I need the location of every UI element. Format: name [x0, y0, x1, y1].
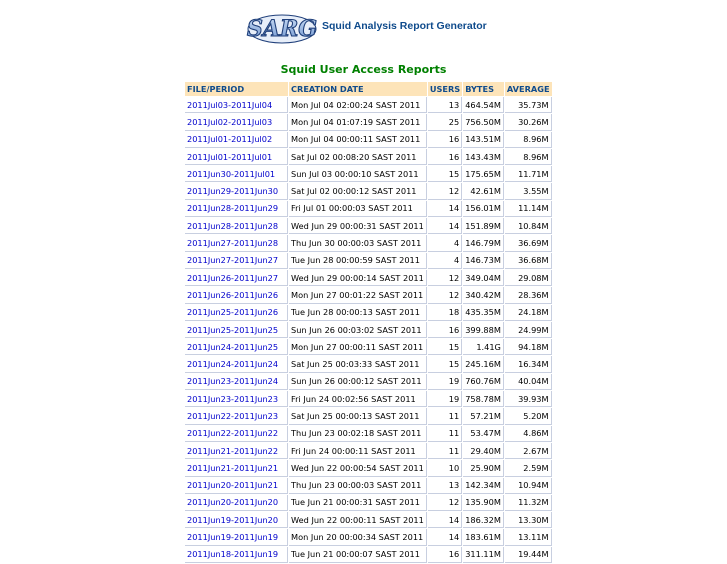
- creation-date: Fri Jul 01 00:00:03 SAST 2011: [289, 201, 427, 217]
- bytes-value: 53.47M: [463, 426, 504, 442]
- average-value: 29.08M: [505, 270, 552, 286]
- sarg-logo: [246, 10, 318, 46]
- table-row: [185, 218, 552, 234]
- users-count: 19: [428, 374, 462, 390]
- average-value: 30.26M: [505, 114, 552, 130]
- average-value: 2.67M: [505, 443, 552, 459]
- table-row: [185, 408, 552, 424]
- users-count: 12: [428, 270, 462, 286]
- bytes-value: 760.76M: [463, 374, 504, 390]
- average-value: 13.30M: [505, 512, 552, 528]
- bytes-value: 756.50M: [463, 114, 504, 130]
- creation-date: Mon Jun 20 00:00:34 SAST 2011: [289, 529, 427, 545]
- period-link[interactable]: 2011Jul01-2011Jul01: [185, 149, 288, 165]
- table-row: [185, 529, 552, 545]
- generator-title: Squid Analysis Report Generator: [322, 20, 487, 32]
- users-count: 18: [428, 305, 462, 321]
- table-row: [185, 97, 552, 113]
- table-row: [185, 114, 552, 130]
- page-header: [246, 8, 487, 48]
- creation-date: Mon Jul 04 01:07:19 SAST 2011: [289, 114, 427, 130]
- period-link[interactable]: 2011Jun26-2011Jun27: [185, 270, 288, 286]
- users-count: 12: [428, 183, 462, 199]
- users-count: 4: [428, 235, 462, 251]
- logo-text: SARG: [246, 16, 318, 42]
- average-value: 36.68M: [505, 253, 552, 269]
- users-count: 14: [428, 201, 462, 217]
- average-value: 39.93M: [505, 391, 552, 407]
- average-value: 8.96M: [505, 149, 552, 165]
- average-value: 8.96M: [505, 132, 552, 148]
- bytes-value: 175.65M: [463, 166, 504, 182]
- creation-date: Thu Jun 23 00:00:03 SAST 2011: [289, 478, 427, 494]
- table-row: [185, 183, 552, 199]
- users-count: 15: [428, 166, 462, 182]
- table-row: [185, 547, 552, 563]
- bytes-value: 143.43M: [463, 149, 504, 165]
- average-value: 2.59M: [505, 460, 552, 476]
- table-row: [185, 391, 552, 407]
- creation-date: Thu Jun 23 00:02:18 SAST 2011: [289, 426, 427, 442]
- period-link[interactable]: 2011Jun28-2011Jun28: [185, 218, 288, 234]
- column-header-bytes: BYTES: [463, 82, 504, 96]
- users-count: 16: [428, 322, 462, 338]
- creation-date: Fri Jun 24 00:00:11 SAST 2011: [289, 443, 427, 459]
- creation-date: Tue Jun 28 00:00:59 SAST 2011: [289, 253, 427, 269]
- bytes-value: 311.11M: [463, 547, 504, 563]
- average-value: 28.36M: [505, 287, 552, 303]
- creation-date: Tue Jun 21 00:00:31 SAST 2011: [289, 495, 427, 511]
- period-link[interactable]: 2011Jun21-2011Jun21: [185, 460, 288, 476]
- creation-date: Mon Jul 04 02:00:24 SAST 2011: [289, 97, 427, 113]
- table-row: [185, 460, 552, 476]
- creation-date: Wed Jun 22 00:00:11 SAST 2011: [289, 512, 427, 528]
- table-row: [185, 426, 552, 442]
- creation-date: Mon Jul 04 00:00:11 SAST 2011: [289, 132, 427, 148]
- creation-date: Mon Jun 27 00:01:22 SAST 2011: [289, 287, 427, 303]
- period-link[interactable]: 2011Jun18-2011Jun19: [185, 547, 288, 563]
- users-count: 15: [428, 339, 462, 355]
- average-value: 40.04M: [505, 374, 552, 390]
- report-title: Squid User Access Reports: [280, 63, 447, 76]
- table-row: [185, 132, 552, 148]
- average-value: 3.55M: [505, 183, 552, 199]
- creation-date: Sat Jun 25 00:03:33 SAST 2011: [289, 356, 427, 372]
- bytes-value: 186.32M: [463, 512, 504, 528]
- users-count: 14: [428, 529, 462, 545]
- table-row: [185, 270, 552, 286]
- creation-date: Tue Jun 21 00:00:07 SAST 2011: [289, 547, 427, 563]
- creation-date: Sat Jul 02 00:08:20 SAST 2011: [289, 149, 427, 165]
- bytes-value: 42.61M: [463, 183, 504, 199]
- users-count: 12: [428, 287, 462, 303]
- users-count: 11: [428, 408, 462, 424]
- average-value: 24.18M: [505, 305, 552, 321]
- creation-date: Wed Jun 22 00:00:54 SAST 2011: [289, 460, 427, 476]
- average-value: 35.73M: [505, 97, 552, 113]
- users-count: 16: [428, 149, 462, 165]
- table-row: [185, 235, 552, 251]
- users-count: 19: [428, 391, 462, 407]
- table-row: [185, 478, 552, 494]
- average-value: 4.86M: [505, 426, 552, 442]
- bytes-value: 146.73M: [463, 253, 504, 269]
- average-value: 11.71M: [505, 166, 552, 182]
- average-value: 11.32M: [505, 495, 552, 511]
- average-value: 5.20M: [505, 408, 552, 424]
- bytes-value: 57.21M: [463, 408, 504, 424]
- bytes-value: 183.61M: [463, 529, 504, 545]
- table-row: [185, 495, 552, 511]
- column-header-creation-date: CREATION DATE: [289, 82, 427, 96]
- users-count: 15: [428, 356, 462, 372]
- creation-date: Wed Jun 29 00:00:31 SAST 2011: [289, 218, 427, 234]
- bytes-value: 399.88M: [463, 322, 504, 338]
- average-value: 11.14M: [505, 201, 552, 217]
- bytes-value: 1.41G: [463, 339, 504, 355]
- period-link[interactable]: 2011Jun27-2011Jun27: [185, 253, 288, 269]
- period-link[interactable]: 2011Jun21-2011Jun22: [185, 443, 288, 459]
- bytes-value: 142.34M: [463, 478, 504, 494]
- users-count: 14: [428, 512, 462, 528]
- column-header-file-period: FILE/PERIOD: [185, 82, 288, 96]
- bytes-value: 349.04M: [463, 270, 504, 286]
- table-row: [185, 149, 552, 165]
- bytes-value: 245.16M: [463, 356, 504, 372]
- period-link[interactable]: 2011Jun22-2011Jun22: [185, 426, 288, 442]
- table-row: [185, 166, 552, 182]
- period-link[interactable]: 2011Jun19-2011Jun19: [185, 529, 288, 545]
- creation-date: Sat Jul 02 00:00:12 SAST 2011: [289, 183, 427, 199]
- creation-date: Tue Jun 28 00:00:13 SAST 2011: [289, 305, 427, 321]
- average-value: 24.99M: [505, 322, 552, 338]
- creation-date: Fri Jun 24 00:02:56 SAST 2011: [289, 391, 427, 407]
- period-link[interactable]: 2011Jul01-2011Jul02: [185, 132, 288, 148]
- bytes-value: 151.89M: [463, 218, 504, 234]
- users-count: 13: [428, 97, 462, 113]
- table-row: [185, 305, 552, 321]
- period-link[interactable]: 2011Jun23-2011Jun23: [185, 391, 288, 407]
- users-count: 4: [428, 253, 462, 269]
- table-row: [185, 512, 552, 528]
- table-row: [185, 287, 552, 303]
- users-count: 12: [428, 495, 462, 511]
- table-row: [185, 253, 552, 269]
- users-count: 16: [428, 132, 462, 148]
- creation-date: Sat Jun 25 00:00:13 SAST 2011: [289, 408, 427, 424]
- creation-date: Sun Jun 26 00:03:02 SAST 2011: [289, 322, 427, 338]
- creation-date: Sun Jun 26 00:00:12 SAST 2011: [289, 374, 427, 390]
- reports-table: [184, 81, 553, 564]
- bytes-value: 135.90M: [463, 495, 504, 511]
- bytes-value: 143.51M: [463, 132, 504, 148]
- period-link[interactable]: 2011Jun20-2011Jun21: [185, 478, 288, 494]
- period-link[interactable]: 2011Jun29-2011Jun30: [185, 183, 288, 199]
- period-link[interactable]: 2011Jun24-2011Jun25: [185, 339, 288, 355]
- period-link[interactable]: 2011Jun25-2011Jun26: [185, 305, 288, 321]
- bytes-value: 758.78M: [463, 391, 504, 407]
- creation-date: Mon Jun 27 00:00:11 SAST 2011: [289, 339, 427, 355]
- period-link[interactable]: 2011Jun22-2011Jun23: [185, 408, 288, 424]
- average-value: 36.69M: [505, 235, 552, 251]
- bytes-value: 29.40M: [463, 443, 504, 459]
- average-value: 10.94M: [505, 478, 552, 494]
- bytes-value: 146.79M: [463, 235, 504, 251]
- bytes-value: 464.54M: [463, 97, 504, 113]
- period-link[interactable]: 2011Jun28-2011Jun29: [185, 201, 288, 217]
- table-row: [185, 356, 552, 372]
- average-value: 19.44M: [505, 547, 552, 563]
- column-header-average: AVERAGE: [506, 84, 550, 94]
- period-link[interactable]: 2011Jun24-2011Jun24: [185, 356, 288, 372]
- period-link[interactable]: 2011Jul02-2011Jul03: [185, 114, 288, 130]
- period-link[interactable]: 2011Jun25-2011Jun25: [185, 322, 288, 338]
- period-link[interactable]: 2011Jun26-2011Jun26: [185, 287, 288, 303]
- creation-date: Thu Jun 30 00:00:03 SAST 2011: [289, 235, 427, 251]
- period-link[interactable]: 2011Jul03-2011Jul04: [185, 97, 288, 113]
- period-link[interactable]: 2011Jun30-2011Jul01: [185, 166, 288, 182]
- users-count: 10: [428, 460, 462, 476]
- users-count: 11: [428, 443, 462, 459]
- table-row: [185, 339, 552, 355]
- average-value: 94.18M: [505, 339, 552, 355]
- creation-date: Wed Jun 29 00:00:14 SAST 2011: [289, 270, 427, 286]
- bytes-value: 340.42M: [463, 287, 504, 303]
- table-row: [185, 201, 552, 217]
- users-count: 11: [428, 426, 462, 442]
- column-header-users: USERS: [429, 84, 461, 94]
- bytes-value: 25.90M: [463, 460, 504, 476]
- users-count: 14: [428, 218, 462, 234]
- average-value: 13.11M: [505, 529, 552, 545]
- period-link[interactable]: 2011Jun19-2011Jun20: [185, 512, 288, 528]
- bytes-value: 435.35M: [463, 305, 504, 321]
- users-count: 16: [428, 547, 462, 563]
- period-link[interactable]: 2011Jun23-2011Jun24: [185, 374, 288, 390]
- period-link[interactable]: 2011Jun27-2011Jun28: [185, 235, 288, 251]
- bytes-value: 156.01M: [463, 201, 504, 217]
- table-row: [185, 322, 552, 338]
- users-count: 13: [428, 478, 462, 494]
- creation-date: Sun Jul 03 00:00:10 SAST 2011: [289, 166, 427, 182]
- average-value: 16.34M: [505, 356, 552, 372]
- users-count: 25: [428, 114, 462, 130]
- table-row: [185, 443, 552, 459]
- average-value: 10.84M: [505, 218, 552, 234]
- period-link[interactable]: 2011Jun20-2011Jun20: [185, 495, 288, 511]
- table-row: [185, 374, 552, 390]
- table-header-row: [185, 82, 552, 96]
